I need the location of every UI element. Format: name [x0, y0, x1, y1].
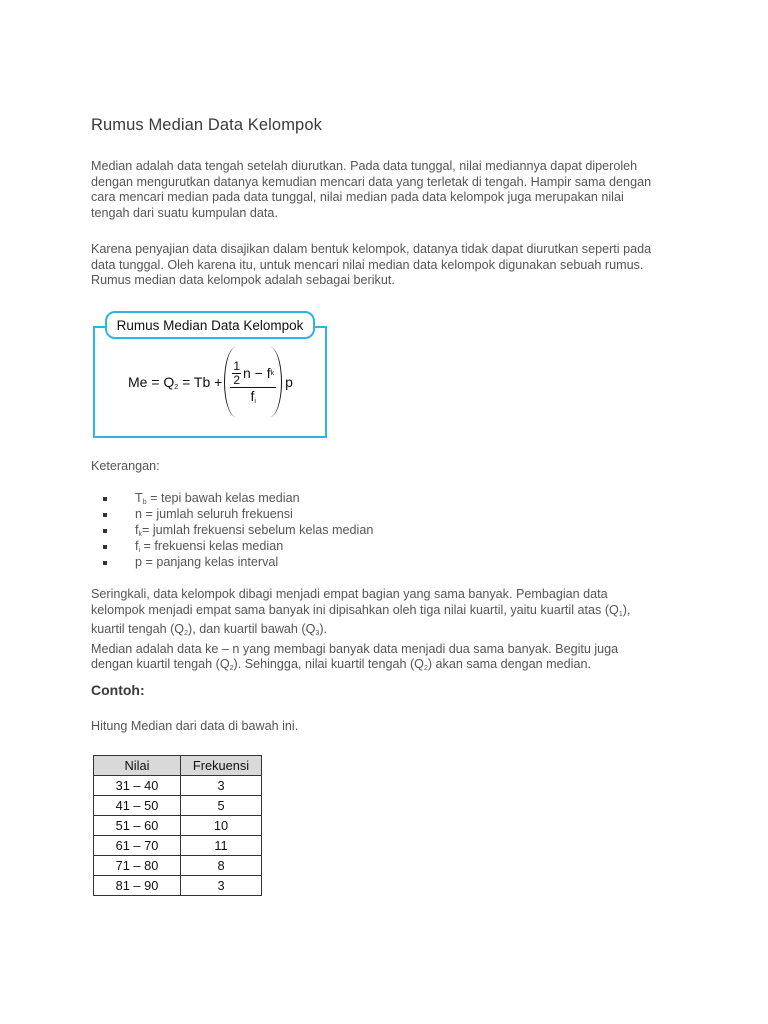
text-line: Median adalah data ke – n yang membagi banyak data menjadi dua sama banyak. Begitu juga: [91, 641, 619, 656]
text-line: Rumus median data kelompok adalah sebagai berikut.: [91, 273, 395, 288]
table-cell: 3: [181, 776, 262, 796]
table-row: [94, 816, 262, 836]
keterangan-label: Keterangan:: [91, 459, 160, 473]
text-line: data tunggal. Oleh karena itu, untuk mencari nilai median data kelompok digunakan sebuah rumus.: [91, 257, 644, 272]
intro-paragraph: [91, 159, 691, 221]
text-line: dengan mengurutkan datanya kemudian mencari data yang terletak di tengah. Hampir sama dengan: [91, 174, 652, 189]
table-row: [94, 836, 262, 856]
list-item: $T_b$ = tepi bawah kelas median: [103, 491, 373, 507]
page-title: Rumus Median Data Kelompok: [91, 116, 322, 134]
table-cell: 31 – 40: [94, 776, 181, 796]
median-formula: [128, 344, 293, 420]
text-line: Median adalah data tengah setelah diurutkan. Pada data tunggal, nilai mediannya dapat diperoleh: [91, 159, 638, 173]
bullet-icon: [103, 497, 107, 501]
bullet-icon: [103, 529, 107, 533]
list-item: $f_k=$ jumlah frekuensi sebelum kelas median: [103, 523, 373, 539]
formula-parentheses: [224, 347, 282, 417]
table-cell: 3: [181, 876, 262, 896]
frequency-table: [93, 755, 262, 896]
bullet-icon: [103, 513, 107, 517]
formula-denominator: $f_i$: [250, 387, 256, 405]
text-line: kuartil tengah $(Q_2)$, dan kuartil bawah $(Q_3)$.: [91, 622, 328, 638]
column-header-nilai: Nilai: [94, 756, 181, 776]
formula-p: p: [285, 374, 293, 390]
text-line: Karena penyajian data disajikan dalam bentuk kelompok, datanya tidak dapat diurutkan seperti pada: [91, 242, 652, 256]
table-cell: 81 – 90: [94, 876, 181, 896]
table-cell: 8: [181, 856, 262, 876]
table-cell: 71 – 80: [94, 856, 181, 876]
text-line: Seringkali, data kelompok dibagi menjadi empat bagian yang sama banyak. Pembagian data: [91, 587, 608, 601]
column-header-frekuensi: Frekuensi: [181, 756, 262, 776]
table-cell: 5: [181, 796, 262, 816]
table-cell: 10: [181, 816, 262, 836]
text-line: cara mencari median pada data tunggal, nilai median pada data kelompok juga merupakan nilai: [91, 190, 624, 205]
list-item: $f_i$ = frekuensi kelas median: [103, 539, 373, 555]
bullet-icon: [103, 561, 107, 565]
legend-list: [103, 491, 373, 570]
table-cell: 41 – 50: [94, 796, 181, 816]
text-line: dengan kuartil tengah $(Q_2)$. Sehingga, nilai kuartil tengah $(Q_2)$ akan sama dengan median.: [91, 657, 591, 673]
table-header-row: [94, 756, 262, 776]
list-item: n = jumlah seluruh frekuensi: [103, 507, 373, 523]
formula-fraction: [230, 360, 276, 405]
table-cell: 51 – 60: [94, 816, 181, 836]
table-row: [94, 776, 262, 796]
text-line: kelompok menjadi empat sama banyak ini dipisahkan oleh tiga nilai kuartil, yaitu kuartil atas $(Q_1)$,: [91, 602, 631, 618]
table-cell: 11: [181, 836, 262, 856]
list-item: p = panjang kelas interval: [103, 555, 373, 571]
bullet-icon: [103, 545, 107, 549]
table-row: [94, 796, 262, 816]
second-paragraph: [91, 242, 691, 289]
kuartil-paragraph: [91, 587, 691, 677]
half-fraction: $\frac{1}{2}$: [233, 358, 240, 387]
example-heading: Contoh:: [91, 682, 145, 698]
formula-box-heading: Rumus Median Data Kelompok: [105, 311, 315, 339]
formula-lhs: $Me = Q_2 = Tb$ +: [128, 373, 223, 391]
example-prompt: Hitung Median dari data di bawah ini.: [91, 719, 299, 733]
text-line: tengah dari suatu kumpulan data.: [91, 205, 278, 220]
table-cell: 61 – 70: [94, 836, 181, 856]
table-row: [94, 856, 262, 876]
table-row: [94, 876, 262, 896]
formula-numerator: $\frac{1}{2}$ n − f k: [230, 360, 276, 388]
